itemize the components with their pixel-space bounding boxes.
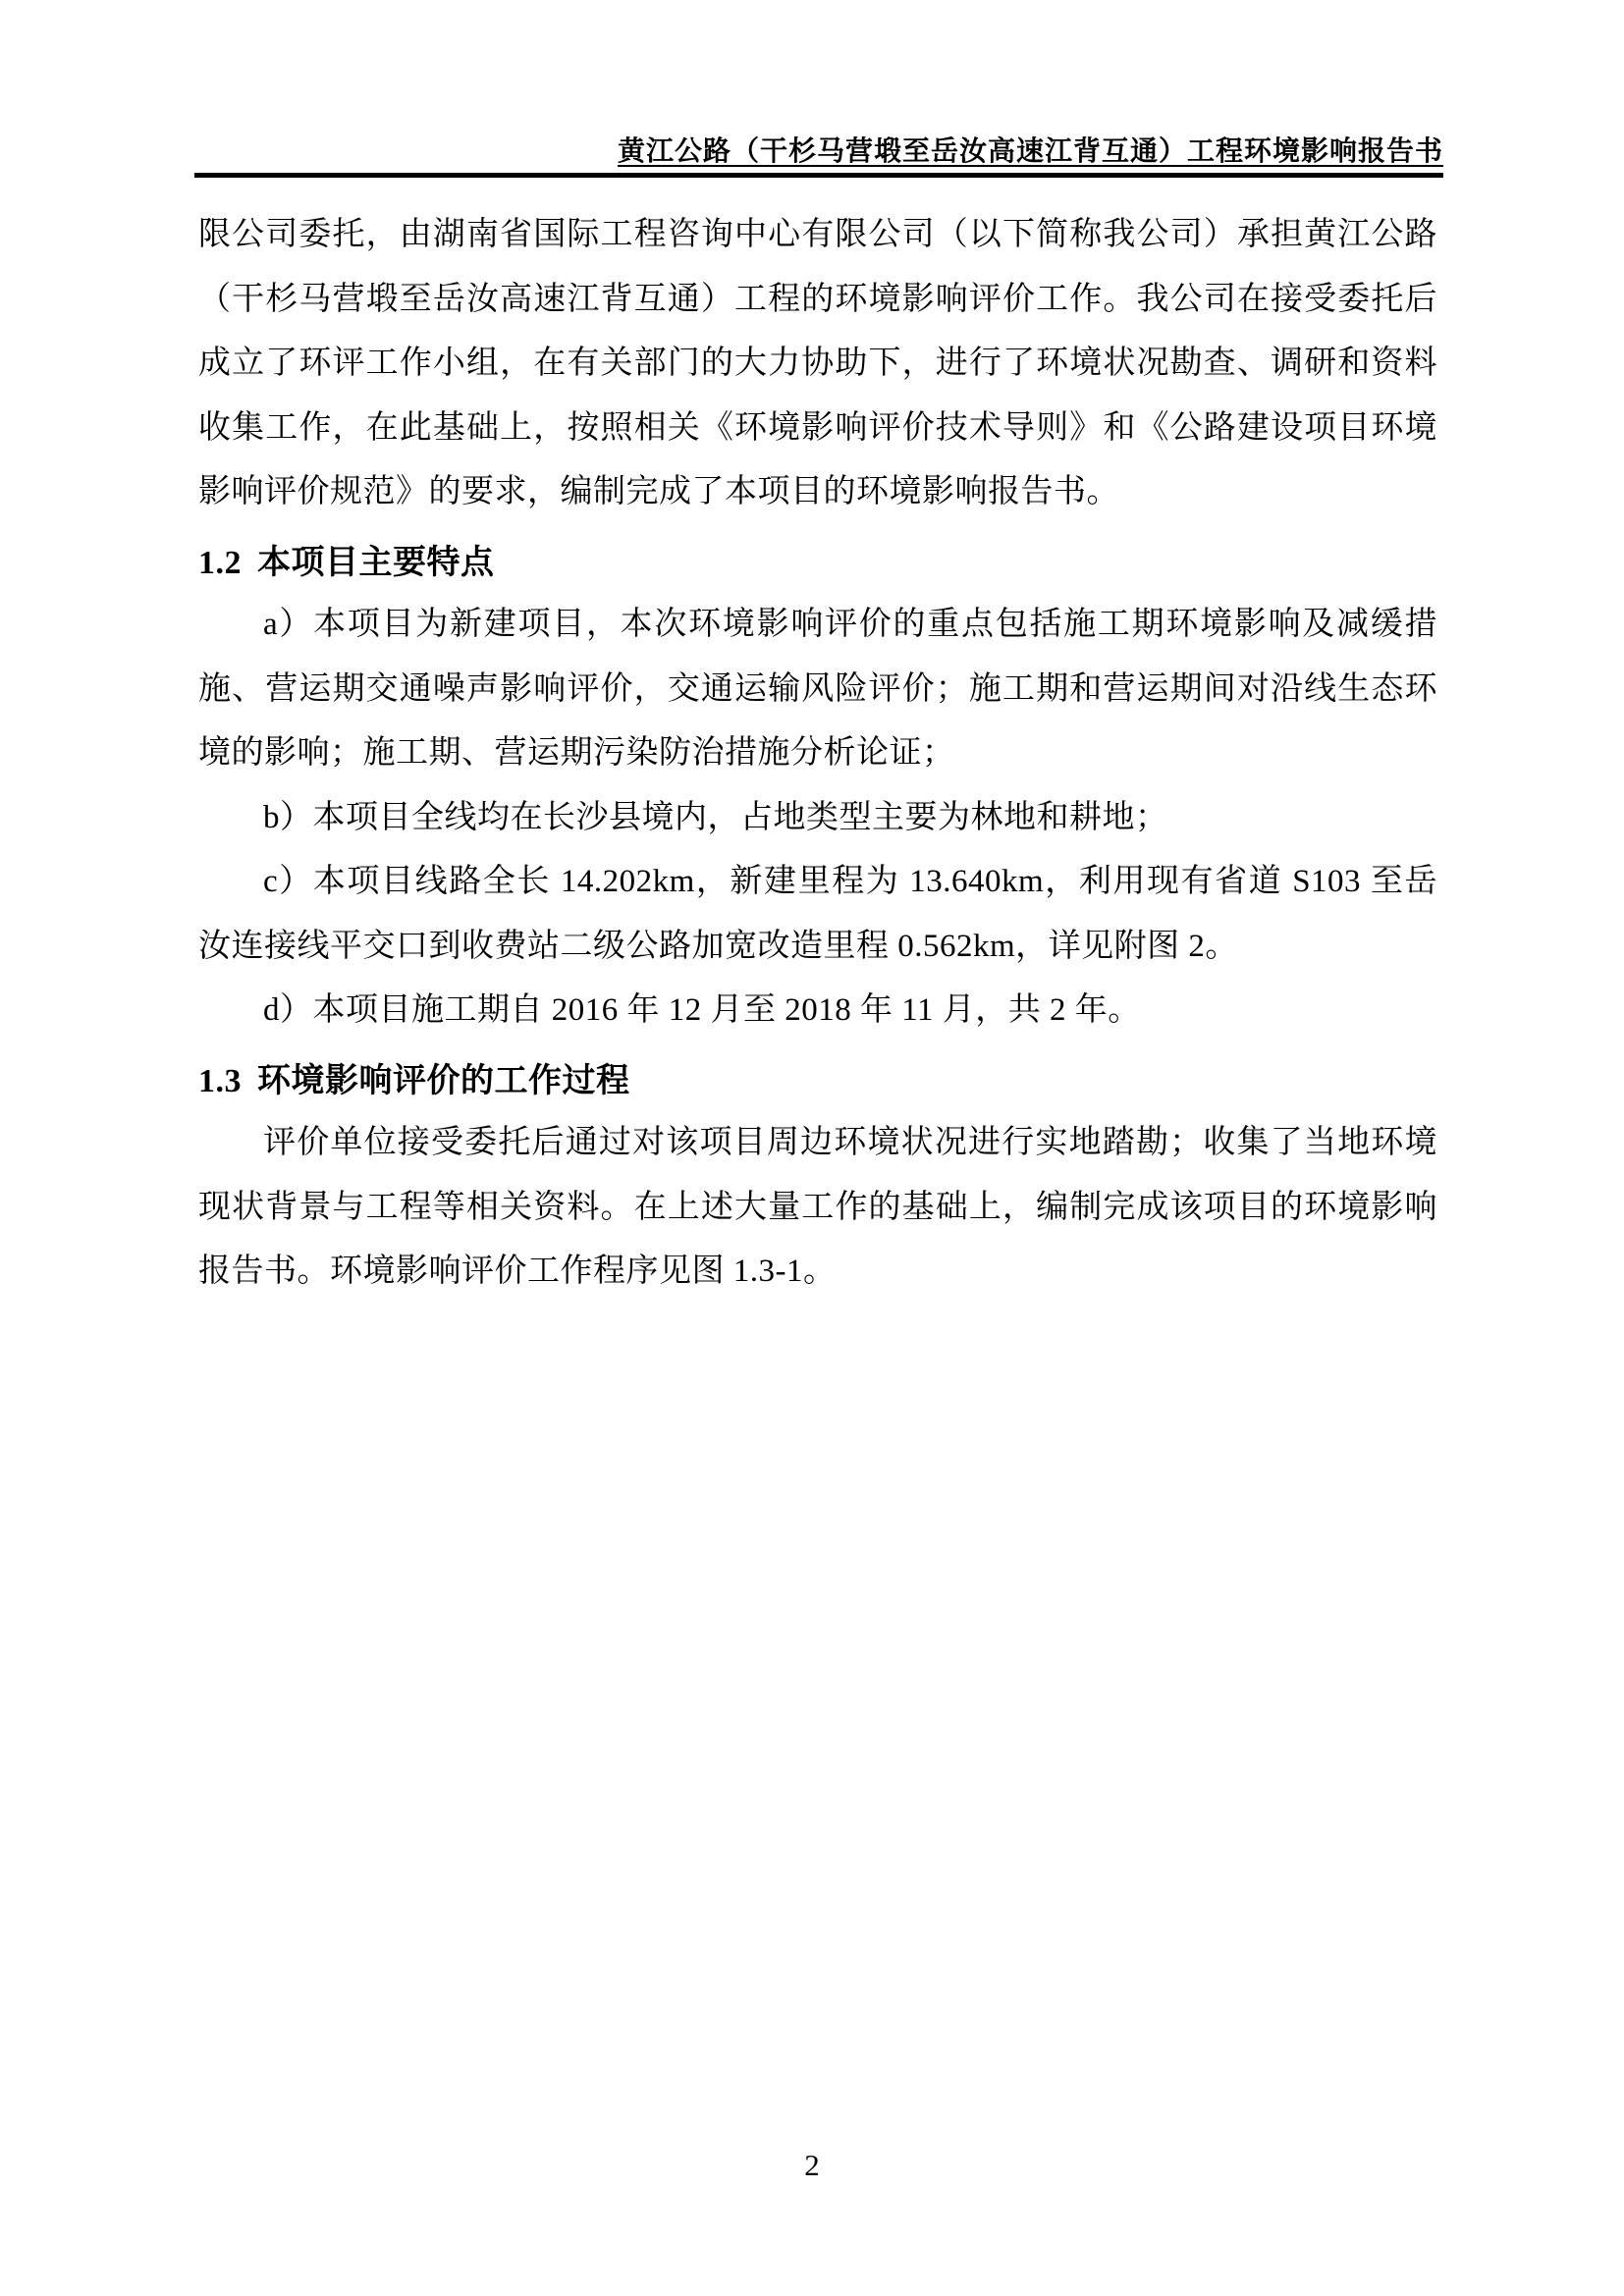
- running-header: [194, 135, 1443, 178]
- document-body: [198, 203, 1437, 1305]
- section-title-1-3: 环境影响评价的工作过程: [257, 1061, 630, 1099]
- page-number: 2: [804, 2148, 820, 2182]
- list-item-d: d）本项目施工期自 2016 年 12 月至 2018 年 11 月，共 2 年。: [263, 992, 1141, 1028]
- list-item-a: a）本项目为新建项目，本次环境影响评价的重点包括施工期环境影响及减缓措施、营运期交通噪声影响评价，交通运输风险评价；施工期和营运期间对沿线生态环境的影响；施工期、营运期污染防治措施分析论证；: [198, 607, 1437, 771]
- page-footer: [0, 2146, 1624, 2185]
- list-item-c: c）本项目线路全长 14.202km，新建里程为 13.640km，利用现有省道 S103 至岳汝连接线平交口到收费站二级公路加宽改造里程 0.562km，详见附图 2。: [198, 864, 1437, 964]
- list-item-b: b）本项目全线均在长沙县境内，占地类型主要为林地和耕地；: [263, 799, 1168, 835]
- section-number-1-3: 1.3: [198, 1062, 242, 1099]
- section-number-1-2: 1.2: [198, 544, 242, 581]
- section-heading-1-2: [198, 531, 1437, 596]
- section-title-1-2: 本项目主要特点: [257, 543, 495, 581]
- section-heading-1-3: [198, 1049, 1437, 1114]
- paragraph-work-process: 评价单位接受委托后通过对该项目周边环境状况进行实地踏勘；收集了当地环境现状背景与工程等相关资料。在上述大量工作的基础上，编制完成该项目的环境影响报告书。环境影响评价工作程序见图 1.3-1。: [198, 1125, 1437, 1289]
- running-header-title: 黄江公路（干杉马营塅至岳汝高速江背互通）工程环境影响报告书: [617, 135, 1443, 166]
- paragraph-intro-continuation: 限公司委托，由湖南省国际工程咨询中心有限公司（以下简称我公司）承担黄江公路（干杉马营塅至岳汝高速江背互通）工程的环境影响评价工作。我公司在接受委托后成立了环评工作小组，在有关部门的大力协助下，进行了环境状况勘查、调研和资料收集工作，在此基础上，按照相关《环境影响评价技术导则》和《公路建设项目环境影响评价规范》的要求，编制完成了本项目的环境影响报告书。: [198, 217, 1437, 509]
- header-rule: [194, 173, 1443, 178]
